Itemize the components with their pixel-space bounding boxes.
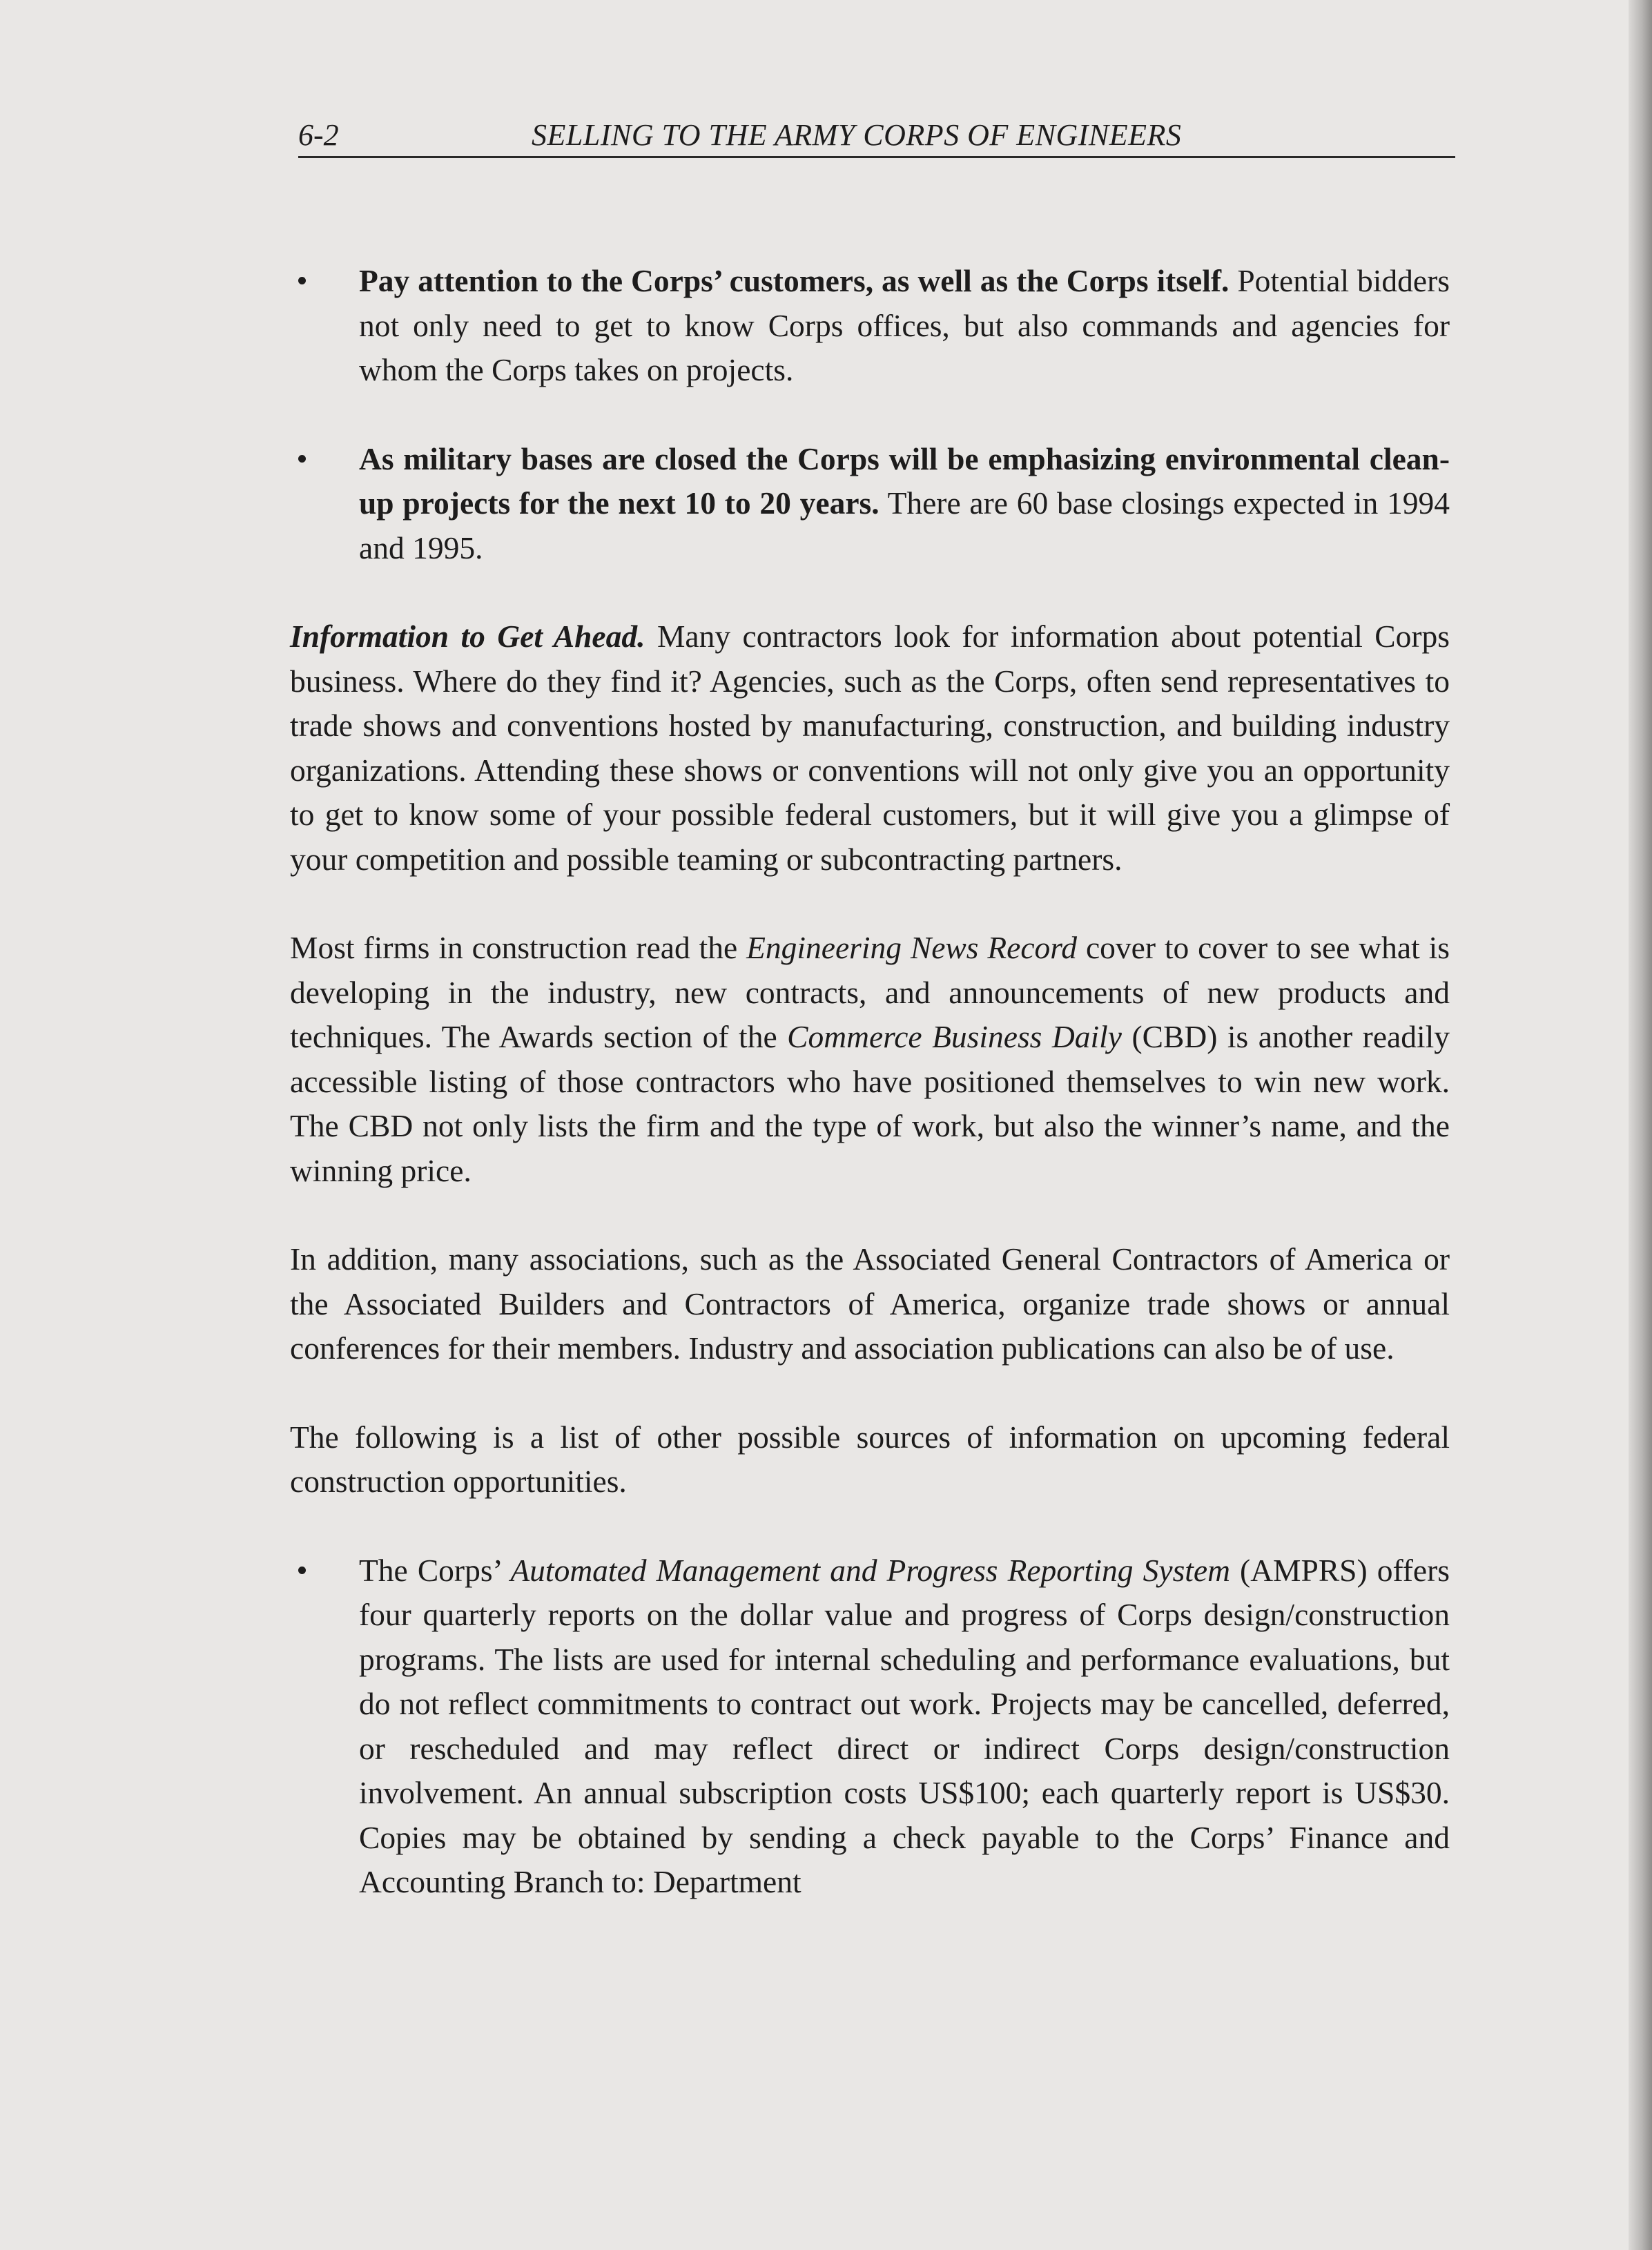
paragraph-text: Many contractors look for information about potential Corps business. Where do they find it? Agencies, such as the Corps, often send representatives to trade shows and conventions hosted by manufacturing, construction, and building industry organizations. Attending these shows or conventions will not only give you an opportunity to get to know some of your possible federal customers, but it will give you a glimpse of your competition and possible teaming or subcontracting partners. bbox=[290, 619, 1450, 877]
page-number: 6-2 bbox=[298, 118, 339, 152]
bullet-text: Potential bidders not only need to get to know Corps offices, but also commands and agencies for whom the Corps takes on projects. bbox=[359, 263, 1450, 387]
bullet-item-amprs bbox=[290, 1549, 1450, 1905]
paragraph-sources-intro bbox=[290, 1415, 1450, 1504]
paragraph-run-in-heading: Information to Get Ahead. bbox=[290, 619, 645, 654]
bullet-dot-icon bbox=[298, 1567, 306, 1574]
paragraph-associations bbox=[290, 1237, 1450, 1371]
bullet-lead-bold: Pay attention to the Corps’ customers, as well as the Corps itself. bbox=[359, 263, 1230, 298]
bullet-text: There are 60 base closings expected in 1994 and 1995. bbox=[359, 485, 1450, 565]
paragraph-text: (CBD) is another readily accessible listing of those contractors who have positioned themselves to win new work. The CBD not only lists the firm and the type of work, but also the winner’s name, and the winning price. bbox=[290, 1019, 1450, 1188]
publication-title-cbd: Commerce Business Daily bbox=[787, 1019, 1122, 1054]
paragraph-enr bbox=[290, 926, 1450, 1193]
bullet-dot-icon bbox=[298, 455, 306, 463]
publication-title-enr: Engineering News Record bbox=[746, 930, 1078, 965]
scan-page-edge-shadow bbox=[1629, 0, 1652, 2250]
bullet-lead-bold: As military bases are closed the Corps will be emphasizing environmental clean-up projects for the next 10 to 20 years. bbox=[359, 440, 1450, 521]
page-body bbox=[290, 259, 1450, 1905]
paragraph-text: The following is a list of other possible sources of information on upcoming federal construction opportunities. bbox=[290, 1419, 1450, 1499]
running-header bbox=[298, 115, 1455, 158]
bullet-dot-icon bbox=[298, 277, 306, 284]
bullet-item-customers bbox=[290, 259, 1450, 393]
paragraph-text: In addition, many associations, such as the Associated General Contractors of America or the Associated Builders and Contractors of America, organize trade shows or annual conferences for their members. Industry and association publications can also be of use. bbox=[290, 1241, 1450, 1366]
bullet-text: (AMPRS) offers four quarterly reports on the dollar value and progress of Corps design/construction programs. The lists are used for internal scheduling and performance evaluations, but do not reflect commitments to contract out work. Projects may be cancelled, deferred, or rescheduled and may reflect direct or indirect Corps design/construction involvement. An annual subscription costs US$100; each quarterly report is US$30. Copies may be obtained by sending a check payable to the Corps’ Finance and Accounting Branch to: Department bbox=[359, 1552, 1450, 1899]
running-header-title: SELLING TO THE ARMY CORPS OF ENGINEERS bbox=[532, 118, 1182, 152]
paragraph-text: cover to cover to see what is developing in the industry, new contracts, and announcements of new products and techniques. The Awards section of the bbox=[290, 930, 1450, 1054]
bullet-item-bases bbox=[290, 437, 1450, 571]
system-name-italic: Automated Management and Progress Reporting System bbox=[510, 1552, 1230, 1588]
bullet-text: The Corps’ bbox=[359, 1552, 511, 1588]
paragraph-text: Most firms in construction read the bbox=[290, 930, 747, 965]
paragraph-information bbox=[290, 614, 1450, 882]
